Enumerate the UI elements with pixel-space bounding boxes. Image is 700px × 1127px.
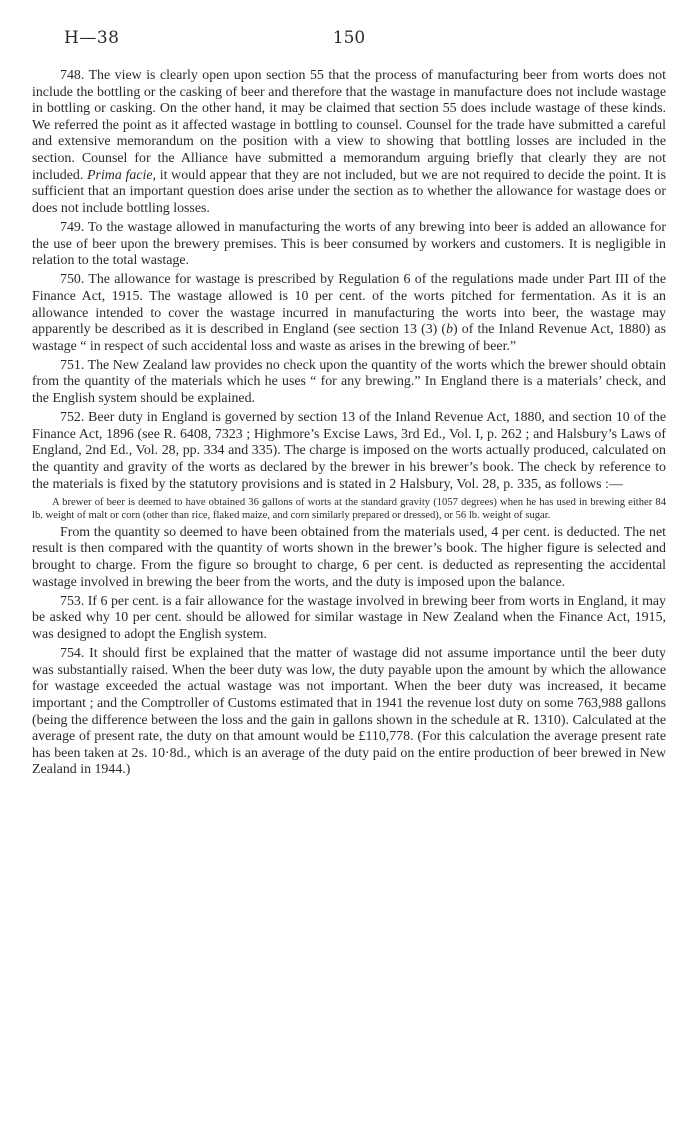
paragraph-751: 751. The New Zealand law provides no check upon the quantity of the worts which the brewer should obtain from the quantity of the materials which he uses “ for any brewing.” In England there is a materials’ check, and the English system should be explained. [32,357,666,407]
body-text [32,68,666,782]
page-number: 150 [332,28,366,48]
italic-phrase: Prima facie, [87,167,156,183]
paragraph-748: 748. The view is clearly open upon section 55 that the process of manufacturing beer from worts does not include the bottling or the casking of beer and therefore that the wastage in manufacture does not include wastage in bottling or casking. On the other hand, it may be claimed that section 55 does include wastage of these kinds. We referred the point as it affected wastage in bottling to counsel. Counsel for the trade have submitted a careful and extensive memorandum on the position with a view to showing that bottling losses are included in the section. Counsel for the Alliance have submitted a memorandum arguing briefly that clearly they are not included. Prima facie, it would appear that they are not included, but we are not required to decide the point. It is sufficient that an important question does arise under the section as to whether the allowance for wastage does or does not include bottling losses. [32,68,666,216]
paragraph-749: 749. To the wastage allowed in manufacturing the worts of any brewing into beer is added an allowance for the use of beer upon the brewery premises. This is beer consumed by workers and customers. It is negligible in relation to the total wastage. [32,219,666,269]
page-header [32,0,666,48]
quoted-passage: A brewer of beer is deemed to have obtained 36 gallons of worts at the standard gravity (1057 degrees) when he has used in brewing either 84 lb. weight of malt or corn (other than rice, flaked maize, and corn similarly prepared or dressed), or 56 lb. weight of sugar. [32,496,666,521]
paragraph-752: 752. Beer duty in England is governed by section 13 of the Inland Revenue Act, 1880, and section 10 of the Finance Act, 1896 (see R. 6408, 7323 ; Highmore’s Excise Laws, 3rd Ed., Vol. I, p. 262 ; and Halsbury’s Laws of England, 2nd Ed., Vol. 28, pp. 334 and 335). The charge is imposed on the worts actually produced, calculated on the quantity and gravity of the worts as declared by the brewer in his brewer’s book. The check by reference to the materials is fixed by the statutory provisions and is stated in 2 Halsbury, Vol. 28, p. 335, as follows :— [32,410,666,492]
paragraph-750: 750. The allowance for wastage is prescribed by Regulation 6 of the regulations made under Part III of the Finance Act, 1915. The wastage allowed is 10 per cent. of the worts pitched for fermentation. As it is an allowance intended to cover the wastage incurred in manufacturing the worts into beer, the wastage may apparently be described as it is described in England (see section 13 (3) (b) of the Inland Revenue Act, 1880) as wastage “ in respect of such accidental loss and waste as arises in the brewing of beer.” [32,272,666,354]
paragraph-753: 753. If 6 per cent. is a fair allowance for the wastage involved in brewing beer from worts in England, it may be asked why 10 per cent. should be allowed for similar wastage in New Zealand when the Finance Act, 1915, was designed to adopt the English system. [32,593,666,642]
italic-letter: b [446,322,454,338]
paragraph-754: 754. It should first be explained that the matter of wastage did not assume importance until the beer duty was substantially raised. When the beer duty was low, the duty payable upon the amount by which the allowance for wastage exceeded the actual wastage was not important. When the beer duty was increased, it became important ; and the Comptroller of Customs estimated that in 1941 the revenue lost duty on some 763,988 gallons (being the difference between the loss and the gain in gallons shown in the schedule at R. 1310). Calculated at the average of present rate, the duty on that amount would be £110,778. (For this calculation the average present rate has been taken at 2s. 10·8d., which is an average of the duty paid on the entire production of beer brewed in New Zealand in 1944.) [32,646,666,778]
paragraph-752-continued: From the quantity so deemed to have been obtained from the materials used, 4 per cent. is deducted. The net result is then compared with the quantity of worts shown in the brewer’s book. The higher figure is selected and brought to charge. From the figure so brought to charge, 6 per cent. is deducted as representing the accidental wastage involved in brewing the beer from the worts, and the duty is imposed upon the balance. [32,524,666,590]
document-reference: H—38 [64,28,120,48]
